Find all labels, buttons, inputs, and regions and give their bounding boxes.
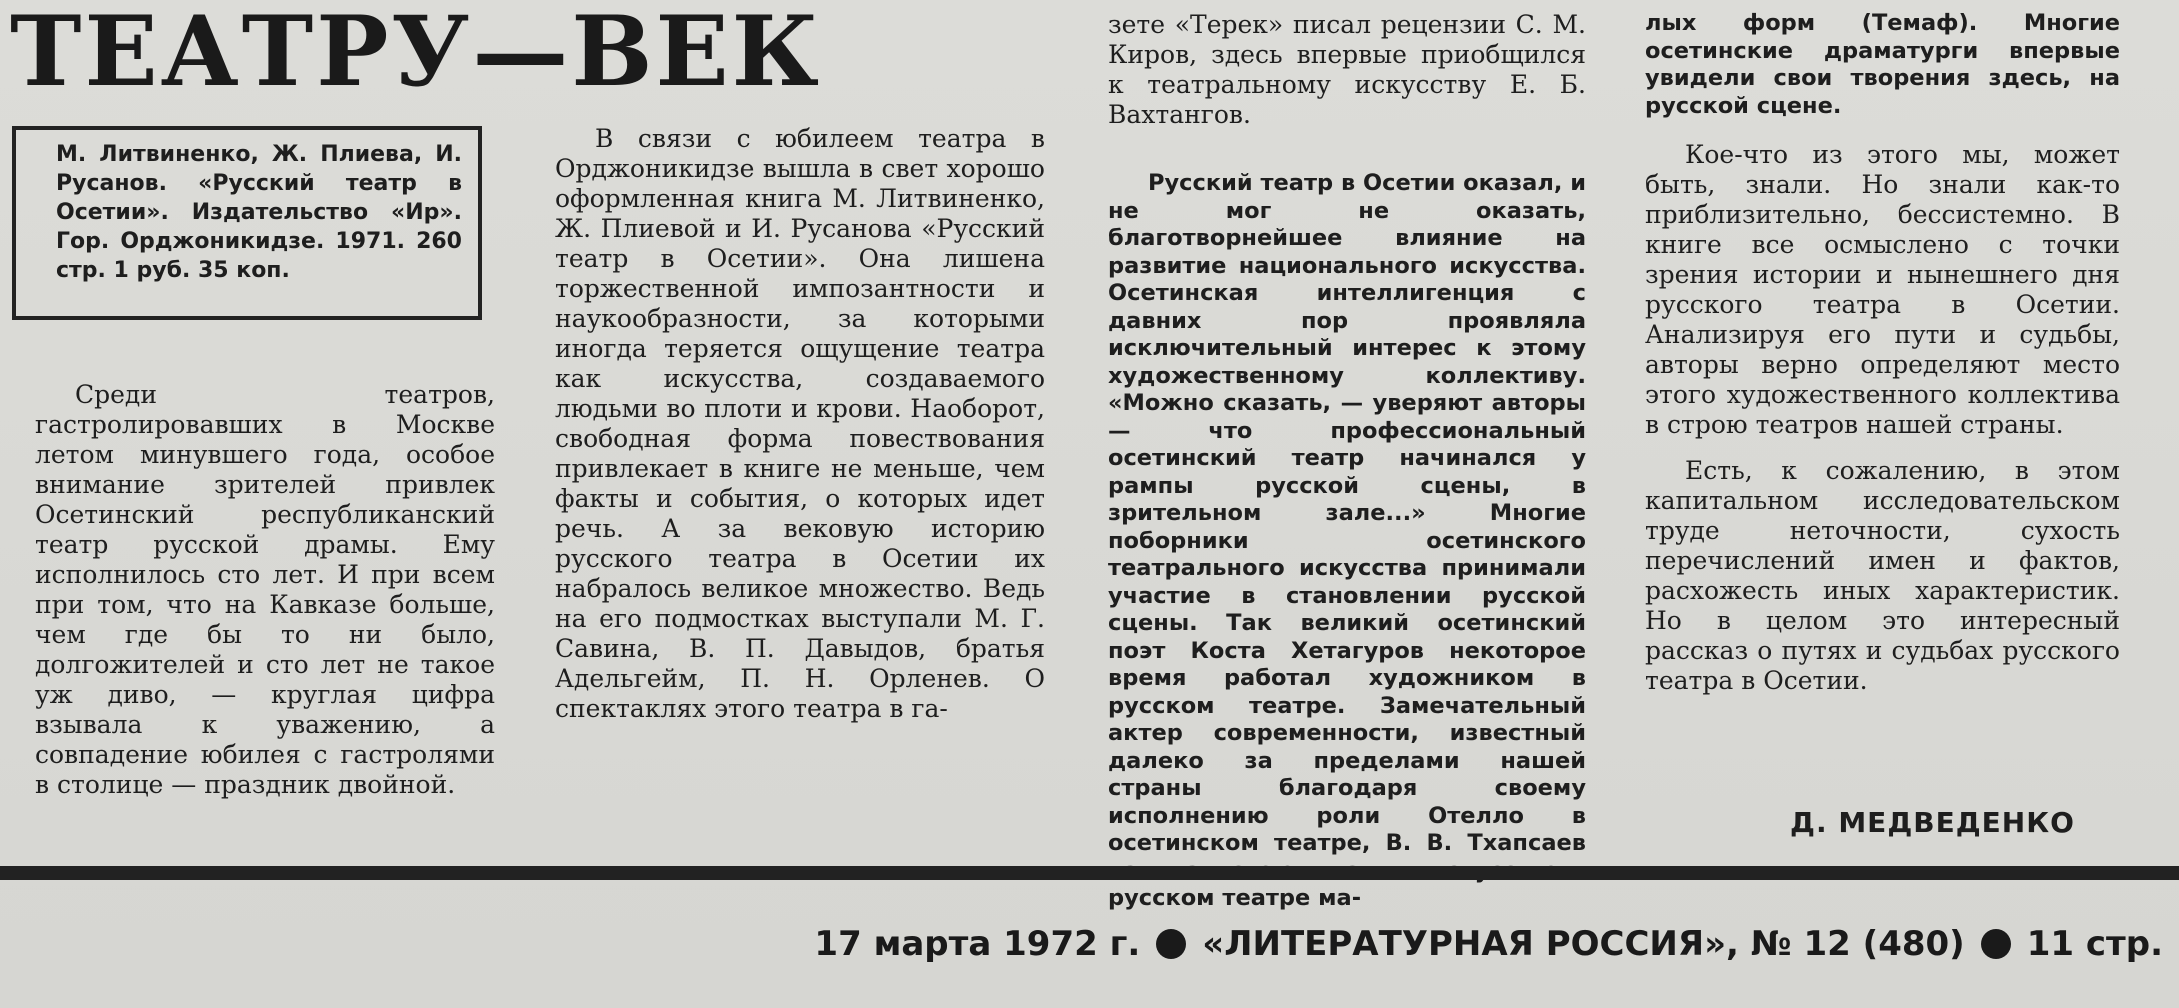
column-2 [555, 124, 1045, 724]
headline: ТЕАТРУ—ВЕК [10, 0, 822, 108]
divider-rule [0, 866, 2179, 880]
footer-page: 11 стр. [2026, 924, 2163, 964]
paragraph: Русский театр в Осетии оказал, и не мог не оказать, благотворнейшее влияние на развитие национального искусства. Осетинская интеллигенция с давних пор проявляла исключительный интерес к этому художественному коллективу. «Можно сказать, — уверяют авторы — что профессиональный осетинский театр начинался у рампы русской сцены, в зрительном зале...» Многие поборники осетинского театрального искусства принимали участие в становлении русской сцены. Так великий осетинский поэт Коста Хетагуров некоторое время работал художником в русском театре. Замечательный актер современности, известный далеко за пределами нашей страны благодаря своему исполнению роли Отелло в осетинском театре, В. В. Тхапсаев русском театре ма- [1108, 170, 1586, 911]
paragraph: В связи с юбилеем театра в Орджоникидзе вышла в свет хорошо оформленная книга М. Литвиненко, Ж. Плиевой и И. Русанова «Русский театр в Осетии». Она лишена торжественной импозантности и наукообразности, за которыми иногда теряется ощущение театра как искусства, создаваемого людьми во плоти и крови. Наоборот, свободная форма повествования привлекает в книге не меньше, чем факты и события, о которых идет речь. А за вековую историю русского театра в Осетии их набралось великое множество. Ведь на его подмостках выступали М. Г. Савина, В. П. Давыдов, братья Адельгейм, П. Н. Орленев. О спектаклях этого театра в га- [555, 124, 1045, 723]
bullet-dot-icon [1156, 929, 1186, 959]
footer-date: 17 марта 1972 г. [814, 924, 1141, 964]
column-4 [1645, 140, 2120, 696]
bibliography-box: М. Литвиненко, Ж. Плиева, И. Русанов. «Русский театр в Осетии». Издательство «Ир». Гор. Орджоникидзе. 1971. 260 стр. 1 руб. 35 коп. [12, 126, 482, 320]
paragraph: зете «Терек» писал рецензии С. М. Киров, здесь впервые приобщился к театральному искусству Е. Б. Вахтангов. [1108, 10, 1586, 129]
paragraph: Кое-что из этого мы, может быть, знали. Но знали как-то приблизительно, бессистемно. В книге все осмыслено с точки зрения истории и нынешнего дня русского театра в Осетии. Анализируя его пути и судьбы, авторы верно определяют место этого художественного коллектива в строю театров нашей страны. [1645, 140, 2120, 439]
page-footer [814, 924, 2163, 964]
column-3-top [1108, 10, 1586, 130]
column-4-bold [1645, 10, 2120, 120]
author-signature: Д. МЕДВЕДЕНКО [1790, 806, 2075, 839]
bullet-dot-icon [1981, 929, 2011, 959]
column-3-bold [1108, 170, 1586, 913]
column-1 [35, 380, 495, 800]
paragraph: лых форм (Темаф). Многие осетинские драматурги впервые увидели свои творения здесь, на русской сцене. [1645, 10, 2120, 119]
paragraph: Есть, к сожалению, в этом капитальном исследовательском труде неточности, сухость перечислений имен и фактов, расхожесть иных характеристик. Но в целом это интересный рассказ о путях и судьбах русского театра в Осетии. [1645, 456, 2120, 695]
paragraph: Среди театров, гастролировавших в Москве летом минувшего года, особое внимание зрителей привлек Осетинский республиканский театр русской драмы. Ему исполнилось сто лет. И при всем при том, что на Кавказе больше, чем где бы то ни было, долгожителей и сто лет не такое уж диво, — круглая цифра взывала к уважению, а совпадение юбилея с гастролями в столице — праздник двойной. [35, 380, 495, 799]
footer-newspaper: «ЛИТЕРАТУРНАЯ РОССИЯ», № 12 (480) [1202, 924, 1965, 964]
